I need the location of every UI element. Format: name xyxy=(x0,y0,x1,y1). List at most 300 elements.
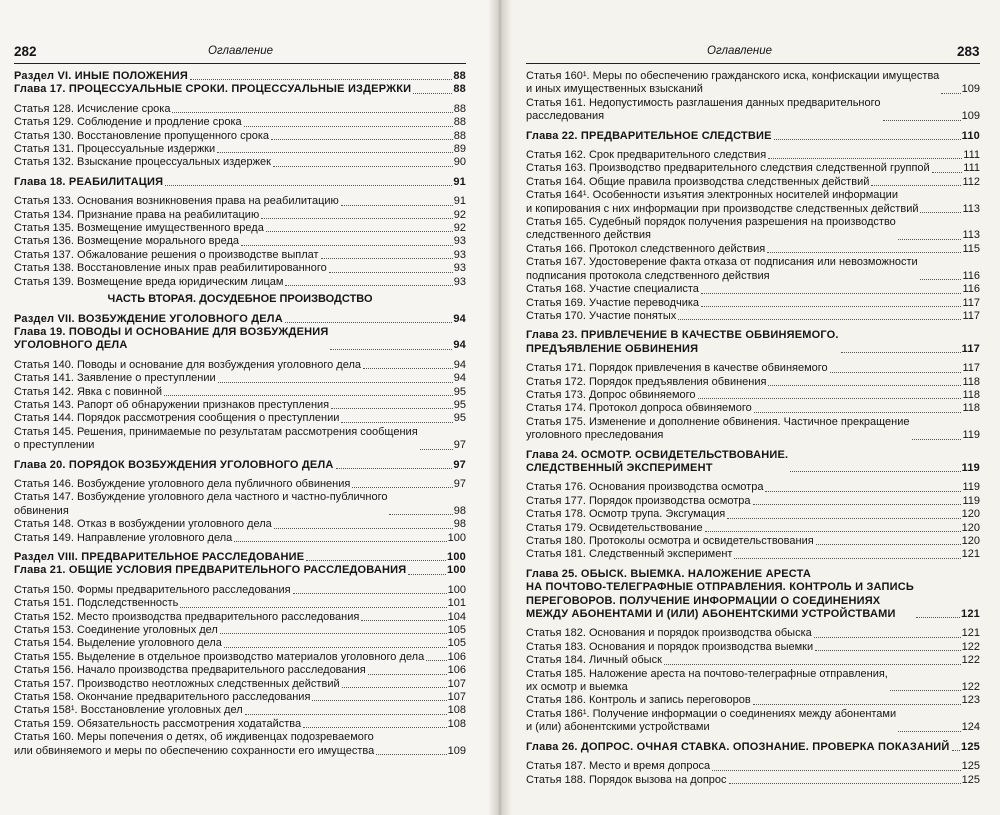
toc-article-entry[interactable] xyxy=(526,389,980,402)
toc-heading-entry[interactable] xyxy=(14,564,466,577)
entry-title: Статья 132. Взыскание процессуальных издержек xyxy=(14,156,271,169)
toc-article-entry[interactable] xyxy=(526,708,980,735)
dot-leader xyxy=(790,471,960,472)
right-page xyxy=(512,0,1000,815)
entry-page-number: 88 xyxy=(453,116,466,129)
entry-page-number: 113 xyxy=(962,229,980,242)
dot-leader xyxy=(753,504,962,505)
entry-page-number: 94 xyxy=(453,358,466,371)
entry-page-number: 125 xyxy=(961,760,980,773)
toc-article-entry[interactable] xyxy=(14,359,466,372)
entry-page-number: 121 xyxy=(961,627,980,640)
entry-page-number: 110 xyxy=(961,129,980,142)
entry-title: Статья 152. Место производства предварительного расследования xyxy=(14,610,360,623)
dot-leader xyxy=(180,607,446,608)
dot-leader xyxy=(361,620,446,621)
entry-title: Статья 129. Соблюдение и продление срока xyxy=(14,116,242,129)
toc-article-entry[interactable] xyxy=(14,399,466,412)
dot-leader xyxy=(306,560,446,561)
entry-page-number: 88 xyxy=(453,70,466,82)
entry-page-number: 116 xyxy=(962,283,980,296)
entry-page-number: 98 xyxy=(453,504,466,517)
dot-leader xyxy=(890,690,961,691)
dot-leader xyxy=(312,700,446,701)
toc-article-entry[interactable] xyxy=(526,70,980,97)
entry-title: Раздел VIII. ПРЕДВАРИТЕЛЬНОЕ РАССЛЕДОВАНИЕ xyxy=(14,551,305,563)
toc-article-entry[interactable] xyxy=(526,176,980,189)
entry-title: Статья 163. Производство предварительного следствия следственной группой xyxy=(526,162,930,175)
entry-title: Статья 144. Порядок рассмотрения сообщения о преступлении xyxy=(14,412,340,425)
toc-article-entry[interactable] xyxy=(526,402,980,415)
entry-page-number: 116 xyxy=(962,269,980,282)
entry-page-number: 105 xyxy=(447,624,466,637)
entry-page-number: 119 xyxy=(962,429,980,442)
entry-title: Статья 164¹. Особенности изъятия электронных носителей информации и копирования с них информации при производстве следственных действий xyxy=(526,189,919,215)
entry-page-number: 120 xyxy=(961,521,980,534)
entry-page-number: 92 xyxy=(453,208,466,221)
book-gutter xyxy=(488,0,512,815)
dot-leader xyxy=(765,491,961,492)
entry-page-number: 100 xyxy=(447,583,466,596)
entry-page-number: 93 xyxy=(453,275,466,288)
dot-leader xyxy=(815,650,960,651)
running-title: Оглавление xyxy=(208,45,273,57)
entry-page-number: 109 xyxy=(961,110,980,123)
entry-page-number: 101 xyxy=(447,597,466,610)
entry-page-number: 121 xyxy=(961,608,980,621)
entry-title: Статья 146. Возбуждение уголовного дела публичного обвинения xyxy=(14,477,351,490)
dot-leader xyxy=(341,205,453,206)
entry-page-number: 119 xyxy=(962,494,980,507)
toc-article-entry[interactable] xyxy=(14,597,466,610)
entry-title: Статья 176. Основания производства осмотра xyxy=(526,481,764,494)
toc-article-entry[interactable] xyxy=(526,216,980,243)
dot-leader xyxy=(218,382,453,383)
toc-article-entry[interactable] xyxy=(14,262,466,275)
dot-leader xyxy=(285,322,453,323)
entry-title: Статья 154. Выделение уголовного дела xyxy=(14,637,222,650)
dot-leader xyxy=(871,185,961,186)
entry-title: Статья 139. Возмещение вреда юридическим лицам xyxy=(14,275,284,288)
entry-page-number: 122 xyxy=(961,681,980,694)
entry-page-number: 125 xyxy=(961,740,980,753)
header-rule xyxy=(526,63,980,64)
entry-title: Статья 181. Следственный эксперимент xyxy=(526,548,733,561)
entry-title: Глава 23. ПРИВЛЕЧЕНИЕ В КАЧЕСТВЕ ОБВИНЯЕМОГО. ПРЕДЪЯВЛЕНИЕ ОБВИНЕНИЯ xyxy=(526,329,839,355)
entry-page-number: 108 xyxy=(447,717,466,730)
toc-article-entry[interactable] xyxy=(14,664,466,677)
entry-title: Статья 177. Порядок производства осмотра xyxy=(526,494,751,507)
entry-page-number: 123 xyxy=(961,694,980,707)
entry-title: Статья 160. Меры попечения о детях, об иждивенцах подозреваемого или обвиняемого и меры по обеспечению сохранности его имущества xyxy=(14,731,375,757)
entry-page-number: 100 xyxy=(447,531,466,544)
entry-title: Статья 173. Допрос обвиняемого xyxy=(526,388,696,401)
entry-title: Статья 157. Производство неотложных следственных действий xyxy=(14,677,340,690)
toc-heading-entry[interactable] xyxy=(526,741,980,754)
toc-article-entry[interactable] xyxy=(526,548,980,561)
entry-title: Статья 187. Место и время допроса xyxy=(526,760,711,773)
toc-article-entry[interactable] xyxy=(526,297,980,310)
dot-leader xyxy=(932,172,963,173)
entry-title: Статья 140. Поводы и основание для возбуждения уголовного дела xyxy=(14,358,362,371)
toc-article-entry[interactable] xyxy=(526,522,980,535)
entry-page-number: 120 xyxy=(961,508,980,521)
entry-title: Статья 151. Подследственность xyxy=(14,597,179,610)
dot-leader xyxy=(701,293,962,294)
dot-leader xyxy=(705,531,961,532)
entry-page-number: 97 xyxy=(453,458,466,471)
toc-heading-entry[interactable] xyxy=(14,313,466,326)
entry-page-number: 104 xyxy=(447,610,466,623)
dot-leader xyxy=(285,285,452,286)
toc-article-entry[interactable] xyxy=(14,718,466,731)
entry-page-number: 92 xyxy=(453,222,466,235)
entry-title: Глава 19. ПОВОДЫ И ОСНОВАНИЕ ДЛЯ ВОЗБУЖДЕНИЯ УГОЛОВНОГО ДЕЛА xyxy=(14,325,329,352)
dot-leader xyxy=(830,372,962,373)
toc-article-entry[interactable] xyxy=(14,156,466,169)
toc-article-entry[interactable] xyxy=(526,694,980,707)
dot-leader xyxy=(164,395,453,396)
entry-title: Статья 161. Недопустимость разглашения данных предварительного расследования xyxy=(526,96,881,123)
left-page xyxy=(0,0,488,815)
dot-leader xyxy=(898,731,961,732)
entry-page-number: 91 xyxy=(453,195,466,208)
entry-page-number: 111 xyxy=(963,149,980,162)
dot-leader xyxy=(774,139,961,140)
dot-leader xyxy=(220,633,447,634)
toc-list xyxy=(526,70,980,787)
toc-article-entry[interactable] xyxy=(14,143,466,156)
dot-leader xyxy=(274,528,453,529)
entry-page-number: 107 xyxy=(447,691,466,704)
entry-page-number: 117 xyxy=(962,362,980,375)
entry-title: Статья 180. Протоколы осмотра и освидетельствования xyxy=(526,535,814,547)
dot-leader xyxy=(920,212,961,213)
toc-article-entry[interactable] xyxy=(526,481,980,494)
entry-page-number: 88 xyxy=(453,129,466,142)
entry-title: Статья 183. Основания и порядок производства выемки xyxy=(526,640,814,653)
dot-leader xyxy=(352,487,452,488)
part-heading: ЧАСТЬ ВТОРАЯ. ДОСУДЕБНОЕ ПРОИЗВОДСТВО xyxy=(107,293,373,306)
toc-heading-entry[interactable] xyxy=(526,568,980,622)
entry-title: Статья 138. Восстановление иных прав реабилитированного xyxy=(14,262,327,275)
dot-leader xyxy=(234,541,446,542)
entry-title: Статья 188. Порядок вызова на допрос xyxy=(526,773,727,786)
toc-article-entry[interactable] xyxy=(526,668,980,695)
entry-title: Статья 158. Окончание предварительного расследования xyxy=(14,691,311,704)
entry-title: Статья 141. Заявление о преступлении xyxy=(14,372,216,385)
dot-leader xyxy=(336,468,453,469)
entry-title: Статья 159. Обязательность рассмотрения ходатайства xyxy=(14,717,302,730)
dot-leader xyxy=(698,398,962,399)
entry-title: Статья 169. Участие переводчика xyxy=(526,296,700,309)
dot-leader xyxy=(816,544,961,545)
dot-leader xyxy=(754,412,962,413)
dot-leader xyxy=(172,112,452,113)
entry-title: Раздел VII. ВОЗБУЖДЕНИЕ УГОЛОВНОГО ДЕЛА xyxy=(14,312,283,325)
entry-title: Статья 137. Обжалование решения о производстве выплат xyxy=(14,248,319,261)
entry-page-number: 88 xyxy=(453,102,466,115)
toc-article-entry[interactable] xyxy=(526,495,980,508)
entry-page-number: 90 xyxy=(453,156,466,169)
entry-page-number: 93 xyxy=(453,262,466,275)
dot-leader xyxy=(941,93,960,94)
toc-heading-entry[interactable] xyxy=(526,130,980,143)
entry-title: Глава 17. ПРОЦЕССУАЛЬНЫЕ СРОКИ. ПРОЦЕССУАЛЬНЫЕ ИЗДЕРЖКИ xyxy=(14,83,412,96)
toc-article-entry[interactable] xyxy=(14,116,466,129)
dot-leader xyxy=(426,660,446,661)
entry-title: Статья 184. Личный обыск xyxy=(526,654,662,667)
entry-title: Глава 24. ОСМОТР. ОСВИДЕТЕЛЬСТВОВАНИЕ. СЛЕДСТВЕННЫЙ ЭКСПЕРИМЕНТ xyxy=(526,448,789,474)
entry-title: Глава 25. ОБЫСК. ВЫЕМКА. НАЛОЖЕНИЕ АРЕСТА НА ПОЧТОВО-ТЕЛЕГРАФНЫЕ ОТПРАВЛЕНИЯ. КОНТРОЛЬ И ЗАПИСЬ ПЕРЕГОВОРОВ. ПОЛУЧЕНИЕ ИНФОРМАЦИИ О СОЕДИНЕНИЯХ МЕЖДУ АБОНЕНТАМИ И (ИЛИ) АБОНЕНТСКИМИ УСТРОЙСТВАМИ xyxy=(526,567,914,621)
dot-leader xyxy=(342,687,447,688)
toc-article-entry[interactable] xyxy=(526,760,980,773)
dot-leader xyxy=(245,714,447,715)
toc-article-entry[interactable] xyxy=(14,584,466,597)
toc-article-entry[interactable] xyxy=(14,386,466,399)
entry-title: Статья 182. Основания и порядок производства обыска xyxy=(526,627,812,640)
entry-title: Статья 162. Срок предварительного следствия xyxy=(526,149,767,162)
dot-leader xyxy=(331,408,453,409)
entry-title: Статья 166. Протокол следственного действия xyxy=(526,242,766,255)
dot-leader xyxy=(261,218,453,219)
toc-article-entry[interactable] xyxy=(526,243,980,256)
entry-page-number: 118 xyxy=(962,375,980,388)
entry-page-number: 117 xyxy=(962,296,980,309)
entry-title: Глава 20. ПОРЯДОК ВОЗБУЖДЕНИЯ УГОЛОВНОГО ДЕЛА xyxy=(14,458,334,471)
entry-page-number: 121 xyxy=(961,548,980,561)
dot-leader xyxy=(376,754,446,755)
entry-title: Статья 135. Возмещение имущественного вреда xyxy=(14,222,264,235)
toc-article-entry[interactable] xyxy=(14,691,466,704)
dot-leader xyxy=(330,349,452,350)
toc-article-entry[interactable] xyxy=(526,508,980,521)
dot-leader xyxy=(727,518,960,519)
toc-article-entry[interactable] xyxy=(14,624,466,637)
entry-page-number: 95 xyxy=(453,412,466,425)
dot-leader xyxy=(814,637,961,638)
toc-heading-entry[interactable] xyxy=(14,70,466,83)
toc-heading-entry[interactable] xyxy=(14,176,466,189)
toc-article-entry[interactable] xyxy=(526,189,980,216)
toc-article-entry[interactable] xyxy=(526,97,980,124)
entry-page-number: 125 xyxy=(961,773,980,786)
dot-leader xyxy=(389,514,452,515)
entry-page-number: 93 xyxy=(453,248,466,261)
page-number: 283 xyxy=(957,44,980,59)
dot-leader xyxy=(165,185,452,186)
entry-title: Глава 18. РЕАБИЛИТАЦИЯ xyxy=(14,175,164,188)
entry-page-number: 120 xyxy=(961,535,980,547)
entry-title: Статья 147. Возбуждение уголовного дела частного и частно-публичного обвинения xyxy=(14,491,388,517)
toc-heading-entry[interactable] xyxy=(526,329,980,356)
entry-title: Статья 134. Признание права на реабилитацию xyxy=(14,208,260,221)
toc-article-entry[interactable] xyxy=(14,518,466,531)
dot-leader xyxy=(217,152,453,153)
entry-title: Статья 172. Порядок предъявления обвинения xyxy=(526,375,767,388)
toc-article-entry[interactable] xyxy=(14,651,466,664)
dot-leader xyxy=(273,166,453,167)
dot-leader xyxy=(768,158,962,159)
entry-title: Статья 136. Возмещение морального вреда xyxy=(14,235,240,248)
entry-title: Статья 128. Исчисление срока xyxy=(14,102,171,115)
toc-article-entry[interactable] xyxy=(526,416,980,443)
entry-page-number: 97 xyxy=(453,439,466,452)
dot-leader xyxy=(952,750,961,751)
entry-page-number: 88 xyxy=(453,83,466,96)
entry-title: Статья 164. Общие правила производства следственных действий xyxy=(526,175,870,188)
entry-title: Статья 153. Соединение уголовных дел xyxy=(14,624,218,637)
entry-page-number: 118 xyxy=(962,388,980,401)
dot-leader xyxy=(293,593,447,594)
entry-title: Статья 155. Выделение в отдельное производство материалов уголовного дела xyxy=(14,650,425,663)
entry-page-number: 100 xyxy=(447,551,466,563)
entry-title: Статья 175. Изменение и дополнение обвинения. Частичное прекращение уголовного преследования xyxy=(526,415,910,442)
entry-page-number: 107 xyxy=(447,677,466,690)
toc-heading-entry[interactable] xyxy=(14,83,466,96)
toc-article-entry[interactable] xyxy=(14,249,466,262)
dot-leader xyxy=(916,617,960,618)
dot-leader xyxy=(303,727,447,728)
dot-leader xyxy=(678,319,961,320)
entry-title: Статья 142. Явка с повинной xyxy=(14,385,163,398)
dot-leader xyxy=(883,120,961,121)
toc-article-entry[interactable] xyxy=(14,678,466,691)
toc-article-entry[interactable] xyxy=(14,276,466,289)
entry-page-number: 115 xyxy=(962,242,980,255)
dot-leader xyxy=(271,139,453,140)
toc-article-entry[interactable] xyxy=(14,637,466,650)
entry-title: Статья 131. Процессуальные издержки xyxy=(14,143,216,156)
entry-page-number: 106 xyxy=(447,664,466,677)
entry-page-number: 105 xyxy=(447,637,466,650)
toc-heading-entry[interactable] xyxy=(526,449,980,476)
entry-title: Статья 150. Формы предварительного расследования xyxy=(14,583,291,596)
toc-article-entry[interactable] xyxy=(526,149,980,162)
entry-page-number: 109 xyxy=(961,83,980,96)
entry-page-number: 119 xyxy=(961,461,980,474)
entry-title: Статья 179. Освидетельствование xyxy=(526,521,703,534)
entry-title: Статья 174. Протокол допроса обвиняемого xyxy=(526,402,752,415)
entry-title: Глава 26. ДОПРОС. ОЧНАЯ СТАВКА. ОПОЗНАНИЕ. ПРОВЕРКА ПОКАЗАНИЙ xyxy=(526,740,950,753)
toc-article-entry[interactable] xyxy=(526,535,980,548)
toc-article-entry[interactable] xyxy=(14,412,466,425)
entry-title: Статья 133. Основания возникновения права на реабилитацию xyxy=(14,195,339,208)
toc-heading-entry[interactable] xyxy=(14,551,466,564)
dot-leader xyxy=(734,558,960,559)
entry-page-number: 100 xyxy=(447,564,466,577)
dot-leader xyxy=(701,306,961,307)
entry-title: Статья 149. Направление уголовного дела xyxy=(14,531,233,544)
dot-leader xyxy=(413,93,452,94)
entry-title: Статья 160¹. Меры по обеспечению гражданского иска, конфискации имущества и иных имущественных взысканий xyxy=(526,70,940,96)
entry-title: Статья 185. Наложение ареста на почтово-телеграфные отправления, их осмотр и выемка xyxy=(526,667,888,694)
toc-article-entry[interactable] xyxy=(14,209,466,222)
entry-page-number: 111 xyxy=(963,162,980,175)
entry-page-number: 109 xyxy=(447,744,466,757)
toc-heading-entry[interactable] xyxy=(14,326,466,353)
page-number: 282 xyxy=(14,44,37,59)
toc-article-entry[interactable] xyxy=(14,426,466,453)
toc-list xyxy=(14,70,466,758)
toc-article-entry[interactable] xyxy=(526,283,980,296)
dot-leader xyxy=(767,252,961,253)
dot-leader xyxy=(912,439,962,440)
dot-leader xyxy=(768,385,961,386)
entry-page-number: 93 xyxy=(453,235,466,248)
dot-leader xyxy=(898,239,962,240)
toc-article-entry[interactable] xyxy=(14,103,466,116)
entry-page-number: 122 xyxy=(961,640,980,653)
toc-article-entry[interactable] xyxy=(14,235,466,248)
toc-article-entry[interactable] xyxy=(14,704,466,717)
toc-article-entry[interactable] xyxy=(14,611,466,624)
dot-leader xyxy=(664,664,961,665)
entry-title: Статья 170. Участие понятых xyxy=(526,309,677,322)
entry-title: Статья 158¹. Восстановление уголовных дел xyxy=(14,704,243,717)
entry-page-number: 117 xyxy=(962,309,980,322)
toc-article-entry[interactable] xyxy=(526,362,980,375)
entry-page-number: 112 xyxy=(962,175,980,188)
toc-article-entry[interactable] xyxy=(526,310,980,323)
toc-article-entry[interactable] xyxy=(526,162,980,175)
dot-leader xyxy=(729,783,961,784)
toc-heading-entry[interactable] xyxy=(14,459,466,472)
toc-article-entry[interactable] xyxy=(14,222,466,235)
dot-leader xyxy=(224,647,447,648)
entry-page-number: 117 xyxy=(961,342,980,355)
toc-article-entry[interactable] xyxy=(14,195,466,208)
entry-title: Статья 171. Порядок привлечения в качестве обвиняемого xyxy=(526,362,828,375)
toc-article-entry[interactable] xyxy=(526,641,980,654)
entry-page-number: 119 xyxy=(962,481,980,494)
toc-article-entry[interactable] xyxy=(14,130,466,143)
entry-page-number: 124 xyxy=(961,721,980,734)
toc-article-entry[interactable] xyxy=(526,654,980,667)
dot-leader xyxy=(241,245,453,246)
dot-leader xyxy=(190,79,452,80)
toc-article-entry[interactable] xyxy=(14,478,466,491)
entry-page-number: 94 xyxy=(453,372,466,385)
toc-article-entry[interactable] xyxy=(526,774,980,787)
entry-page-number: 94 xyxy=(453,312,466,325)
toc-article-entry[interactable] xyxy=(526,627,980,640)
dot-leader xyxy=(266,231,453,232)
dot-leader xyxy=(321,258,453,259)
entry-title: Статья 143. Рапорт об обнаружении признаков преступления xyxy=(14,398,330,411)
dot-leader xyxy=(368,674,447,675)
dot-leader xyxy=(408,574,446,575)
entry-page-number: 98 xyxy=(453,518,466,531)
entry-title: Глава 22. ПРЕДВАРИТЕЛЬНОЕ СЛЕДСТВИЕ xyxy=(526,129,772,142)
dot-leader xyxy=(363,368,453,369)
entry-title: Статья 165. Судебный порядок получения разрешения на производство следственного действия xyxy=(526,216,896,242)
entry-page-number: 108 xyxy=(447,704,466,717)
toc-article-entry[interactable] xyxy=(14,491,466,518)
toc-article-entry[interactable] xyxy=(14,532,466,545)
toc-article-entry[interactable] xyxy=(526,376,980,389)
toc-article-entry[interactable] xyxy=(526,256,980,283)
entry-page-number: 118 xyxy=(962,402,980,415)
entry-title: Статья 148. Отказ в возбуждении уголовного дела xyxy=(14,518,272,531)
dot-leader xyxy=(712,770,960,771)
dot-leader xyxy=(244,126,453,127)
entry-title: Статья 168. Участие специалиста xyxy=(526,283,699,296)
toc-article-entry[interactable] xyxy=(14,731,466,758)
entry-title: Статья 178. Осмотр трупа. Эксгумация xyxy=(526,508,726,521)
entry-title: Статья 186. Контроль и запись переговоров xyxy=(526,694,751,707)
toc-article-entry[interactable] xyxy=(14,372,466,385)
